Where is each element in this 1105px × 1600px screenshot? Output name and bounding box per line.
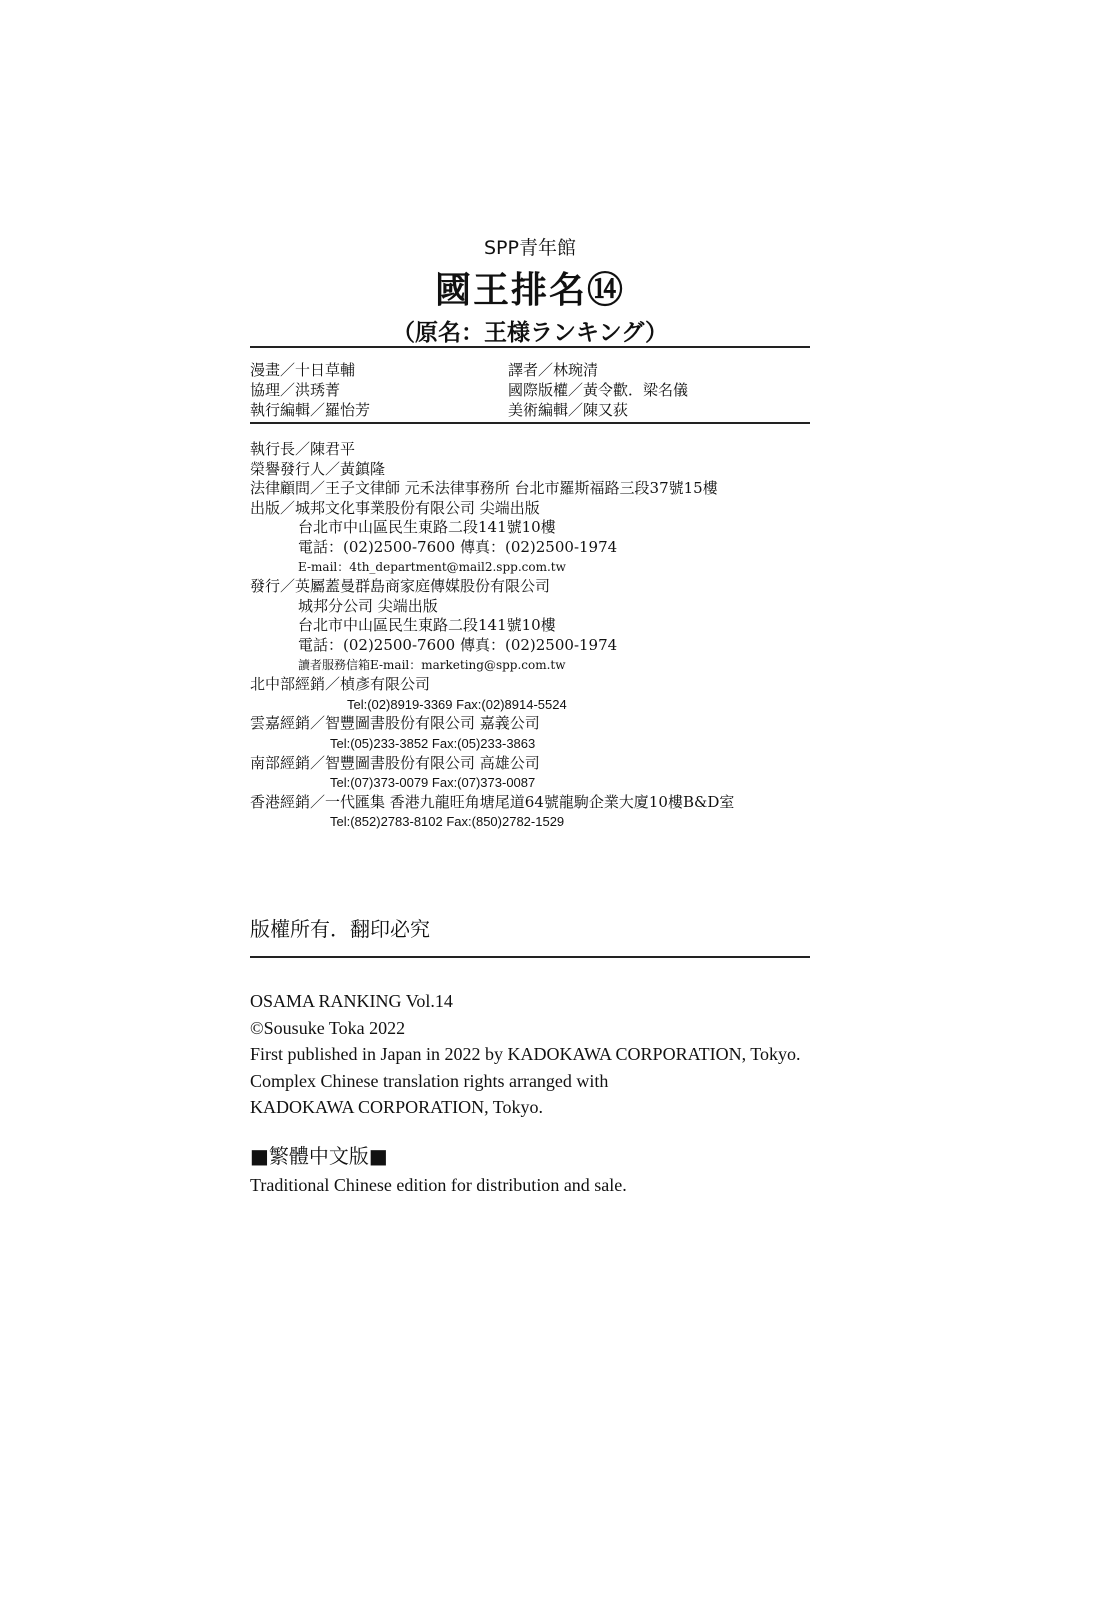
publisher-phone: 電話：(02)2500-7600 傳真：(02)2500-1974 [298, 537, 618, 556]
distributor-line: 發行／英屬蓋曼群島商家庭傳媒股份有限公司 [250, 577, 551, 596]
divider-top [250, 346, 810, 348]
chiayi-distributor: 雲嘉經銷／智豐圖書股份有限公司 嘉義公司 [250, 714, 540, 733]
distributor-email: 讀者服務信箱E-mail：marketing@spp.com.tw [298, 657, 566, 672]
south-distributor: 南部經銷／智豐圖書股份有限公司 高雄公司 [250, 753, 540, 772]
hongkong-contact: Tel:(852)2783-8102 Fax:(850)2782-1529 [330, 814, 565, 830]
north-contact: Tel:(02)8919-3369 Fax:(02)8914-5524 [347, 696, 567, 712]
publisher-line: 出版／城邦文化事業股份有限公司 尖端出版 [250, 498, 540, 517]
hongkong-distributor: 香港經銷／一代匯集 香港九龍旺角塘尾道64號龍駒企業大廈10樓B&D室 [250, 792, 735, 811]
series-label: SPP青年館 [484, 237, 576, 259]
credit-editor: 執行編輯／羅怡芳 [250, 401, 371, 419]
publisher-email: E-mail：4th_department@mail2.spp.com.tw [298, 559, 566, 574]
english-title: OSAMA RANKING Vol.14 [250, 991, 453, 1011]
credits-section [250, 360, 810, 420]
rights-notice: 版權所有．翻印必究 [250, 917, 430, 941]
ceo-line: 執行長／陳君平 [250, 440, 356, 458]
credit-manager: 協理／洪琇菁 [250, 381, 341, 399]
copyright-line: ©Sousuke Toka 2022 [250, 1017, 406, 1038]
credit-rights: 國際版權／黃令歡．梁名儀 [508, 381, 689, 399]
chiayi-contact: Tel:(05)233-3852 Fax:(05)233-3863 [330, 735, 536, 751]
original-title: （原名：王様ランキング） [392, 320, 668, 346]
south-contact: Tel:(07)373-0079 Fax:(07)373-0087 [330, 775, 536, 791]
legal-line: 法律顧問／王子文律師 元禾法律事務所 台北市羅斯福路三段37號15樓 [250, 479, 718, 498]
distributor-phone: 電話：(02)2500-7600 傳真：(02)2500-1974 [298, 635, 618, 654]
credit-translator: 譯者／林琬清 [508, 361, 599, 379]
book-title: 國王排名⑭ [434, 270, 625, 311]
north-distributor: 北中部經銷／楨彥有限公司 [250, 675, 431, 694]
publisher-address: 台北市中山區民生東路二段141號10樓 [298, 518, 556, 537]
distributor-branch: 城邦分公司 尖端出版 [298, 596, 438, 615]
divider-middle [250, 422, 810, 424]
translation-rights-line: Complex Chinese translation rights arranged with [250, 1070, 609, 1091]
corporation-line: KADOKAWA CORPORATION, Tokyo. [250, 1097, 543, 1118]
distributor-address: 台北市中山區民生東路二段141號10樓 [298, 616, 556, 635]
first-published-line: First published in Japan in 2022 by KADOKAWA CORPORATION, Tokyo. [250, 1044, 801, 1065]
publishing-info [250, 440, 810, 832]
edition-note: Traditional Chinese edition for distribution and sale. [250, 1175, 627, 1195]
divider-bottom [250, 956, 810, 958]
credit-art-editor: 美術編輯／陳又荻 [508, 401, 629, 419]
credit-artist: 漫畫／十日草輔 [250, 361, 356, 379]
english-credits [250, 988, 810, 1121]
edition-heading: ■繁體中文版■ [250, 1144, 388, 1168]
honorary-publisher-line: 榮譽發行人／黃鎮隆 [250, 459, 386, 478]
